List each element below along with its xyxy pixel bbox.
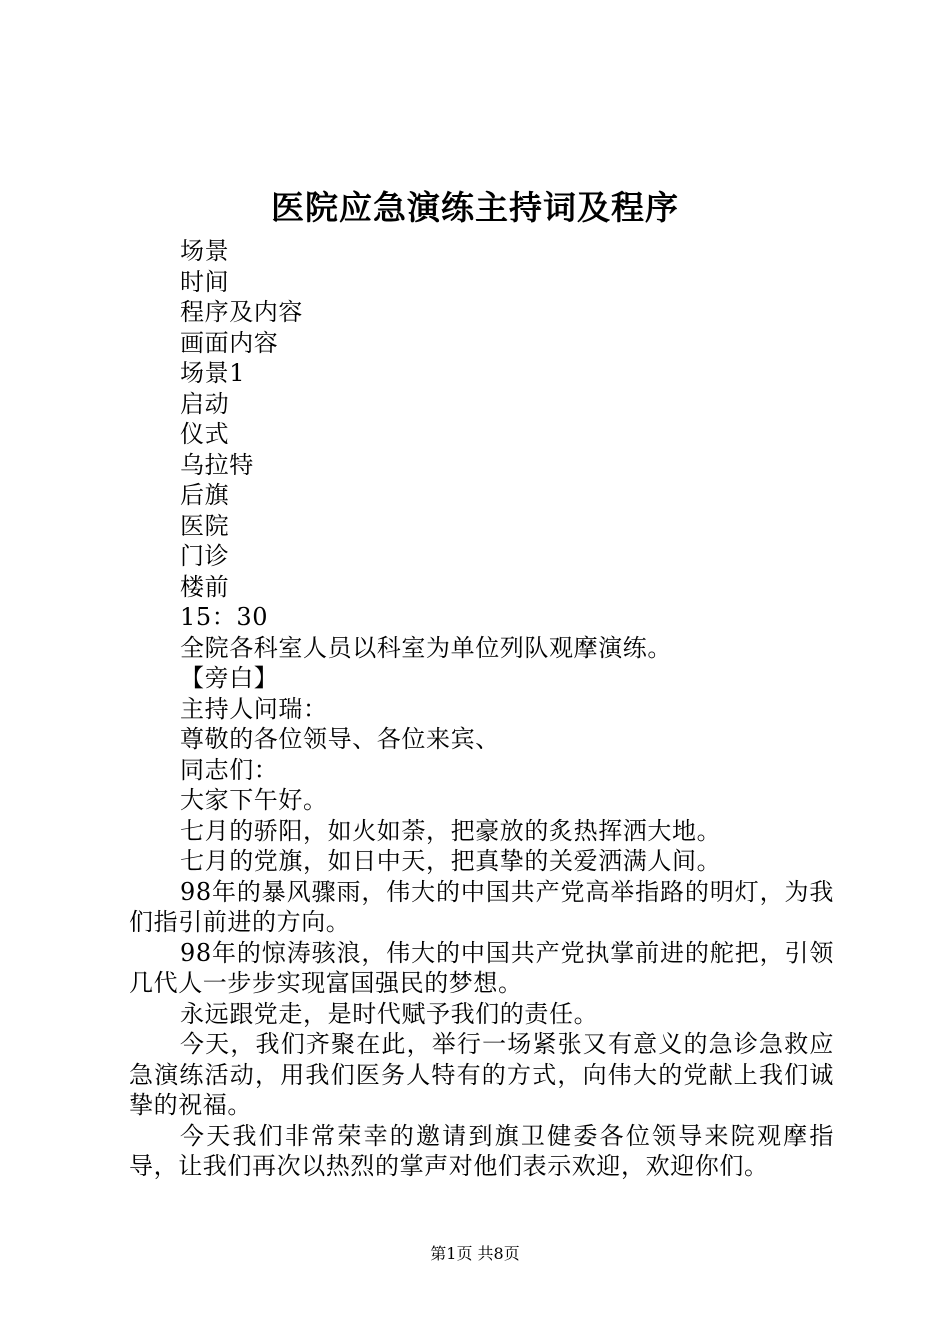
paragraph: 后旗 — [180, 481, 230, 509]
paragraph: 七月的党旗，如日中天，把真挚的关爱洒满人间。 — [180, 847, 722, 875]
paragraph: 今天我们非常荣幸的邀请到旗卫健委各位领导来院观摩指导，让我们再次以热烈的掌声对他们表示欢迎，欢迎你们。 — [129, 1121, 834, 1180]
paragraph: 大家下午好。 — [180, 786, 328, 814]
paragraph: 门诊 — [180, 542, 230, 570]
paragraph: 乌拉特 — [180, 450, 254, 479]
paragraph: 【旁白】 — [180, 664, 279, 692]
paragraph: 永远跟党走，是时代赋予我们的责任。 — [180, 999, 599, 1028]
paragraph: 98年的暴风骤雨，伟大的中国共产党高举指路的明灯，为我们指引前进的方向。 — [129, 877, 834, 936]
paragraph: 医院 — [180, 511, 230, 540]
page-number-info: 第1页 共8页 — [430, 1244, 520, 1263]
paragraph: 15：30 — [180, 603, 269, 631]
paragraph: 全院各科室人员以科室为单位列队观摩演练。 — [180, 633, 672, 662]
paragraph: 场景 — [180, 237, 230, 265]
paragraph: 楼前 — [180, 572, 230, 601]
paragraph: 同志们： — [180, 755, 279, 784]
document-body — [129, 236, 834, 1182]
paragraph: 画面内容 — [180, 328, 279, 357]
paragraph: 98年的惊涛骇浪，伟大的中国共产党执掌前进的舵把，引领几代人一步步实现富国强民的梦想。 — [129, 938, 834, 997]
paragraph: 今天，我们齐聚在此，举行一场紧张又有意义的急诊急救应急演练活动，用我们医务人特有的方式，向伟大的党献上我们诚挚的祝福。 — [129, 1030, 834, 1119]
paragraph: 场景1 — [180, 359, 246, 387]
paragraph: 尊敬的各位领导、各位来宾、 — [180, 725, 500, 753]
page-footer — [0, 1244, 950, 1264]
paragraph: 仪式 — [180, 420, 230, 448]
document-title: 医院应急演练主持词及程序 — [271, 188, 679, 227]
paragraph: 程序及内容 — [180, 298, 303, 326]
paragraph: 主持人问瑞： — [180, 694, 328, 723]
paragraph: 七月的骄阳，如火如荼，把豪放的炙热挥洒大地。 — [180, 816, 722, 845]
paragraph: 时间 — [180, 267, 230, 296]
paragraph: 启动 — [180, 389, 230, 418]
